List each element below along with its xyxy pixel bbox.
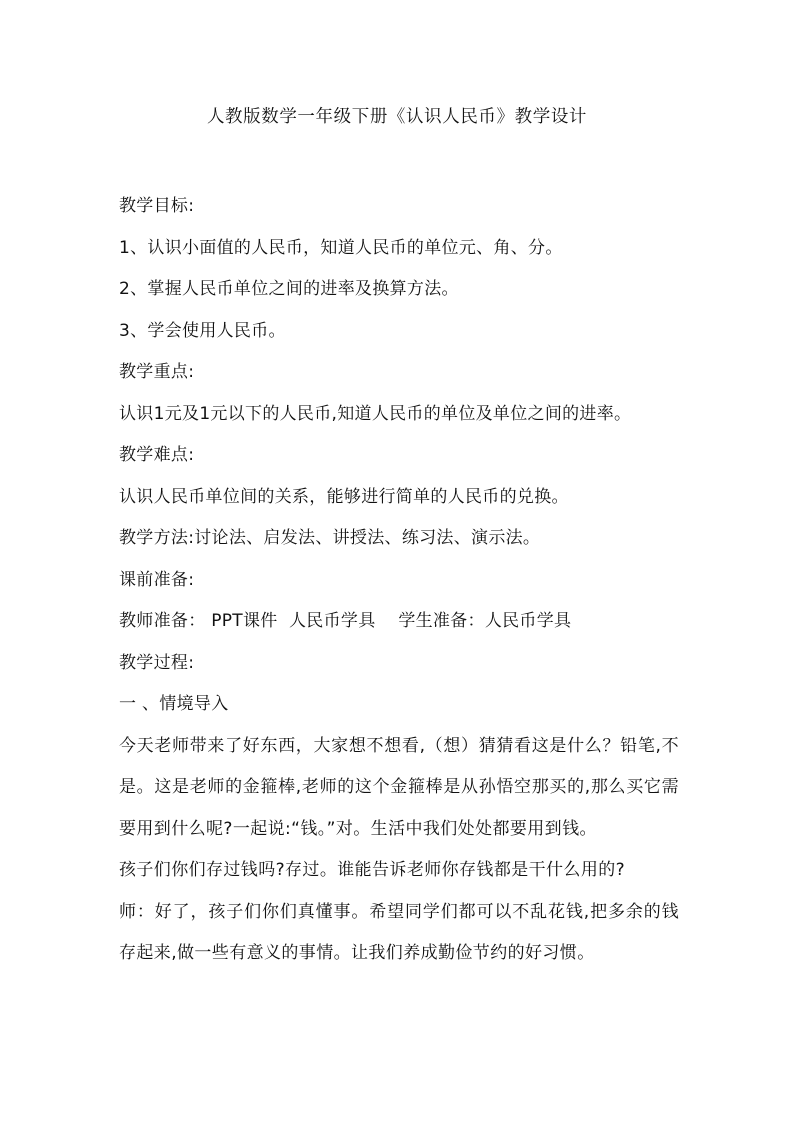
key-points-text: 认识1元及1元以下的人民币,知道人民币的单位及单位之间的进率。 (119, 403, 632, 424)
teaching-methods: 教学方法:讨论法、启发法、讲授法、练习法、演示法。 (119, 528, 541, 548)
heading-key-points: 教学重点: (119, 362, 195, 382)
heading-preparation: 课前准备: (119, 569, 195, 590)
goal-item-1: 1、认识小面值的人民币，知道人民币的单位元、角、分。 (119, 237, 563, 258)
heading-difficulties: 教学难点: (119, 445, 195, 465)
goal-item-2: 2、掌握人民币单位之间的进率及换算方法。 (119, 279, 459, 299)
document-title: 人教版数学一年级下册《认识人民币》教学设计 (206, 107, 588, 127)
heading-teaching-goals: 教学目标: (119, 196, 195, 216)
document-body (119, 186, 679, 975)
heading-process: 教学过程: (119, 652, 195, 673)
paragraph-intro: 今天老师带来了好东西，大家想不想看,（想）猜猜看这是什么？铅笔,不是。这是老师的金箍棒,老师的这个金箍棒是从孙悟空那买的,那么买它需要用到什么呢?一起说:“钱。”对。生活中我们处处都要用到钱。 (119, 735, 679, 839)
paragraph-saving-question: 孩子们你们存过钱吗?存过。谁能告诉老师你存钱都是干什么用的? (119, 860, 626, 880)
difficulties-text: 认识人民币单位间的关系，能够进行简单的人民币的兑换。 (119, 486, 569, 507)
preparation-text: 教师准备： PPT课件 人民币学具 学生准备：人民币学具 (119, 611, 572, 631)
goal-item-3: 3、学会使用人民币。 (119, 320, 286, 341)
section-situation-intro: 一 、情境导入 (119, 694, 229, 714)
paragraph-teacher-remark: 师：好了，孩子们你们真懂事。希望同学们都可以不乱花钱,把多余的钱存起来,做一些有意义的事情。让我们养成勤俭节约的好习惯。 (119, 901, 679, 963)
